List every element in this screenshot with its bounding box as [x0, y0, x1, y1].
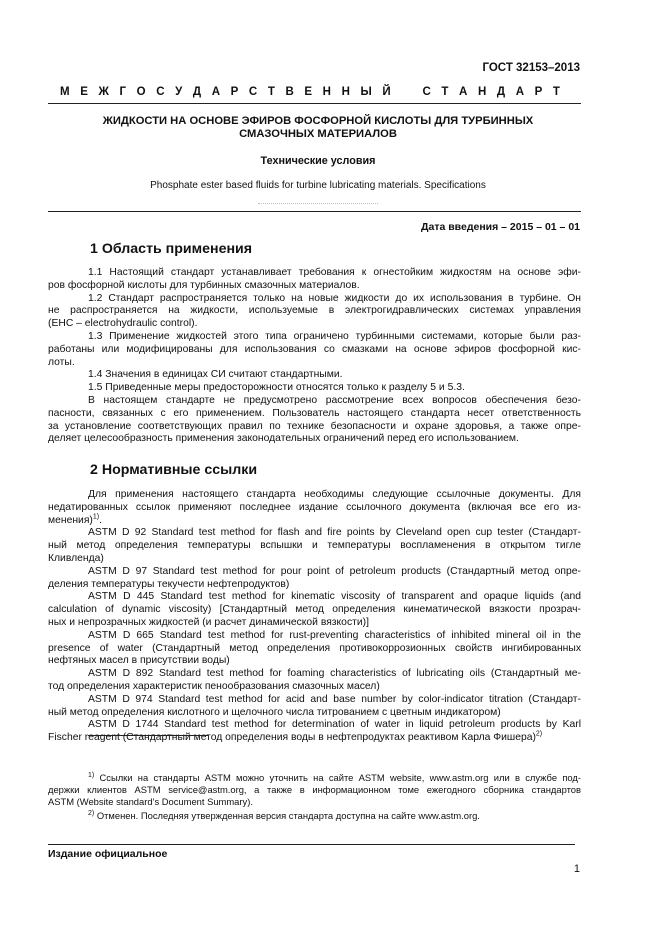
paragraph-line: пасности, связанных с его применением. Пользователь настоящего стандарта несет ответственность [48, 407, 581, 419]
paragraph-line: (EHC – electrohydraulic control). [48, 318, 198, 330]
banner-letter: Й [382, 86, 391, 98]
reference-line: calculation of dynamic viscosity) [Стандартный метод определения кинематической вязкости прозрач- [48, 604, 581, 616]
banner-letter: Т [552, 86, 560, 98]
title-separator [258, 203, 378, 204]
reference-line: тод определения характеристик пенообразования смазочных масел) [48, 680, 380, 692]
banner-letter: Н [322, 86, 331, 98]
footnote-line: ASTM (Website standard’s Document Summary). [48, 795, 253, 807]
banner-letter: Г [119, 86, 127, 98]
banner-letter: С [248, 86, 258, 98]
paragraph-line: Для применения настоящего стандарта необходимы следующие ссылочные документы. Для [88, 489, 581, 500]
footnote-ref-2: 2) [535, 730, 543, 738]
reference-line: ASTM D 92 Standard test method for flash and fire points by Cleveland open cup tester (Стандарт- [88, 527, 581, 539]
line-text: . [99, 514, 102, 526]
banner-letter: Е [304, 86, 313, 98]
section-1-body [48, 267, 581, 446]
paragraph-line: ров фосфорной кислоты для турбинных смазочных материалов. [48, 279, 360, 291]
reference-line: ASTM D 97 Standard test method for pour point of petroleum products (Стандартный метод опре- [88, 565, 581, 577]
banner-letter: В [285, 86, 294, 98]
footnote-ref-1: 1) [92, 513, 100, 521]
banner-letter: А [459, 86, 468, 98]
banner-letter: М [60, 86, 70, 98]
reference-line: нефтяных масел в присутствии воды) [48, 655, 230, 667]
line-text: менения) [48, 514, 93, 526]
footnote-mark: 1) [88, 771, 95, 779]
footnote-line: держки клиентов ASTM service@astm.org, а также в информационном томе ежегодного сборника стандартов [48, 783, 581, 795]
banner-letter: Т [441, 86, 449, 98]
paragraph-line: работаны или модифицированы для использования со смазками на основе эфиров фосфорной кис- [48, 343, 581, 355]
section-1-heading: 1 Область применения [90, 241, 253, 257]
reference-line: ASTM D 892 Standard test method for foaming characteristics of lubricating oils (Стандартный ме- [88, 668, 581, 680]
footnote-2 [48, 810, 581, 822]
reference-line: деления температуры текучести нефтепродуктов) [48, 578, 290, 590]
banner-letter: Д [496, 86, 506, 98]
banner-letter: Р [534, 86, 543, 98]
reference-line: Кливленда) [48, 552, 104, 564]
document-subtitle: Технические условия [260, 155, 376, 167]
paragraph-line: 1.5 Приведенные меры предосторожности относятся только к разделу 5 и 5.3. [88, 382, 465, 394]
line-text: Отменен. Последняя утвержденная версия стандарта доступна на сайте www.astm.org. [96, 810, 480, 821]
paragraph-line [48, 515, 581, 528]
banner-letter: Ж [98, 86, 109, 98]
introduction-date: Дата введения – 2015 – 01 – 01 [421, 221, 580, 233]
paragraph-line: В настоящем стандарте не предусмотрено рассмотрение всех вопросов обеспечения безо- [88, 394, 581, 406]
banner-letter: Д [192, 86, 202, 98]
footer-rule [48, 844, 575, 845]
paragraph-line: лоты. [48, 356, 75, 368]
paragraph-line: не распространяется на жидкости, используемые в электрогидравлических системах управления [48, 305, 581, 317]
document-title [48, 115, 588, 141]
banner-letter: С [156, 86, 165, 98]
banner-letter: С [422, 86, 431, 98]
reference-line: ных и непрозрачных жидкостей (и расчет динамической вязкости)] [48, 616, 369, 628]
banner-letter: Н [477, 86, 487, 98]
paragraph-line: 1.1 Настоящий стандарт устанавливает требования к огнестойким жидкостям на основе эфи- [88, 267, 581, 278]
footnote-line [48, 772, 581, 784]
english-title: Phosphate ester based fluids for turbine lubricating materials. Specifications [150, 180, 486, 191]
banner-letter: У [175, 86, 183, 98]
banner-letter: Н [341, 86, 350, 98]
reference-line: ный метод определения температуры вспышки и температуры воспламенения в открытом тигле [48, 540, 581, 552]
banner-letter: А [211, 86, 221, 98]
banner-letter: Р [230, 86, 239, 98]
reference-line: presence of water (Стандартный метод определения противокоррозионных свойств ингибированных [48, 642, 581, 654]
paragraph-line: недатированных ссылок применяют последнее издание ссылочного документа (включая все его из- [48, 501, 581, 513]
header-rule [48, 103, 581, 104]
title-line: СМАЗОЧНЫХ МАТЕРИАЛОВ [239, 128, 397, 140]
banner-letter: А [515, 86, 525, 98]
reference-line: ASTM D 445 Standard test method for kinematic viscosity of transparent and opaque liquids (and [88, 591, 581, 603]
paragraph-line: 1.3 Применение жидкостей этого типа ограничено турбинными системами, которые были раз- [88, 330, 581, 342]
reference-line: ASTM D 974 Standard test method for acid and base number by color-indicator titration (Стандарт- [88, 693, 581, 705]
footnote-1 [48, 772, 581, 807]
reference-line: ASTM D 665 Standard test method for rust-preventing characteristics of inhibited mineral oil in the [88, 629, 581, 641]
paragraph-line: деляет целесообразность применения законодательных ограничений перед его использованием. [48, 433, 519, 445]
footnote-rule [88, 735, 208, 736]
banner-letter: Т [267, 86, 275, 98]
footnote-line [48, 810, 581, 822]
date-rule [48, 211, 581, 212]
line-text: Fischer reagent (Стандартный метод определения воды в нефтепродуктах реактивом Карла Фишера) [48, 732, 536, 744]
official-edition-label: Издание официальное [48, 848, 168, 860]
paragraph-line: 1.2 Стандарт распространяется только на новые жидкости до их использования в турбине. Он [88, 292, 581, 304]
title-line: ЖИДКОСТИ НА ОСНОВЕ ЭФИРОВ ФОСФОРНОЙ КИСЛОТЫ ДЛЯ ТУРБИННЫХ [102, 115, 534, 127]
interstate-standard-banner [60, 86, 560, 98]
reference-line: ный метод определения кислотного и щелочного числа титрованием с цветным индикатором) [48, 706, 501, 718]
line-text: Ссылки на стандарты ASTM можно уточнить на сайте ASTM website, www.astm.org или в службе под- [99, 772, 581, 783]
paragraph-line: за установление соответствующих правил по технике безопасности и охране здоровья, а также опре- [48, 420, 581, 432]
reference-line: ASTM D 1744 Standard test method for determination of water in liquid petroleum products by Karl [88, 719, 581, 731]
banner-letter: Е [80, 86, 88, 98]
footnote-mark: 2) [88, 809, 95, 817]
standard-code: ГОСТ 32153–2013 [482, 62, 580, 74]
paragraph-line: 1.4 Значения в единицах СИ считают стандартными. [88, 369, 343, 381]
section-2-body [48, 489, 581, 745]
banner-letter: О [136, 86, 146, 98]
page-number: 1 [573, 863, 580, 875]
section-2-heading: 2 Нормативные ссылки [90, 462, 258, 478]
banner-letter: Ы [360, 86, 372, 98]
